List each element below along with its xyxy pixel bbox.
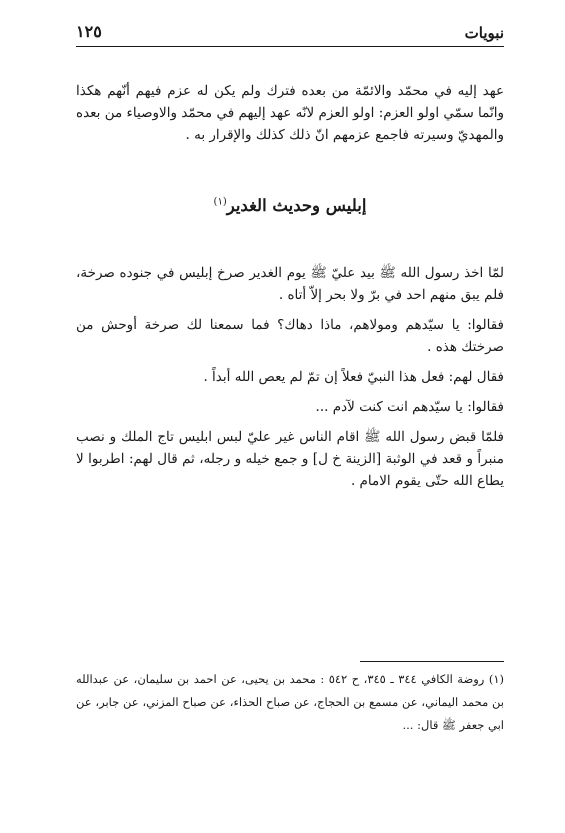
- intro-paragraph: عهد إليه في محمّد والائمّة من بعده فترك ولم يكن له عزم فيهم أنّهم هكذا وانّما سمّي اولو العزم: اولو العزم لانّه عهد إليهم في محمّد والاوصياء من بعده والمهديّ وسيرته فاجمع عزمهم انّ ذلك كذلك والإقرار به .: [76, 83, 504, 143]
- page-number: ١٢٥: [76, 22, 102, 41]
- page-header: [76, 22, 504, 47]
- footnote: (١) روضة الكافي ٣٤٤ ـ ٣٤٥، ح ٥٤٢ : محمد بن يحيى، عن احمد بن سليمان، عن عبدالله بن محمد اليماني، عن مسمع بن الحجاج، عن صباح الحذاء، عن صباح المزني، عن جابر، عن ابي جعفر ﷺ قال: ...: [76, 672, 504, 732]
- section-heading: [76, 196, 504, 215]
- paragraph-3: فقال لهم: فعل هذا النبيّ فعلاً إن تمّ لم يعص الله أبداً .: [203, 369, 504, 385]
- footnote-divider: [360, 661, 504, 662]
- paragraph-4: فقالوا: يا سيّدهم انت كنت لآدم ...: [315, 399, 504, 415]
- paragraph-5: فلمّا قبض رسول الله ﷺ اقام الناس غير عليّ لبس ابليس تاج الملك و نصب منبراً و قعد في الوثبة [الزينة خ ل] و جمع خيله و رجله، ثم قال لهم: اطربوا لا يطاع الله حتّى يقوم الامام .: [76, 429, 504, 489]
- paragraph-1: لمّا اخذ رسول الله ﷺ بيد عليّ ﷺ يوم الغدير صرخ إبليس في جنوده صرخة، فلم يبق منهم احد في برّ ولا بحر إلاّ أتاه .: [76, 265, 504, 303]
- footnote-marker: (١): [213, 196, 227, 208]
- paragraph-2: فقالوا: يا سيّدهم ومولاهم، ماذا دهاك؟ فما سمعنا لك صرخة أوحش من صرختك هذه .: [76, 317, 504, 355]
- running-title: نبويات: [464, 24, 504, 42]
- section-body: [76, 262, 504, 500]
- intro-block: [76, 80, 504, 146]
- section-title: إبليس وحديث الغدير: [226, 196, 367, 215]
